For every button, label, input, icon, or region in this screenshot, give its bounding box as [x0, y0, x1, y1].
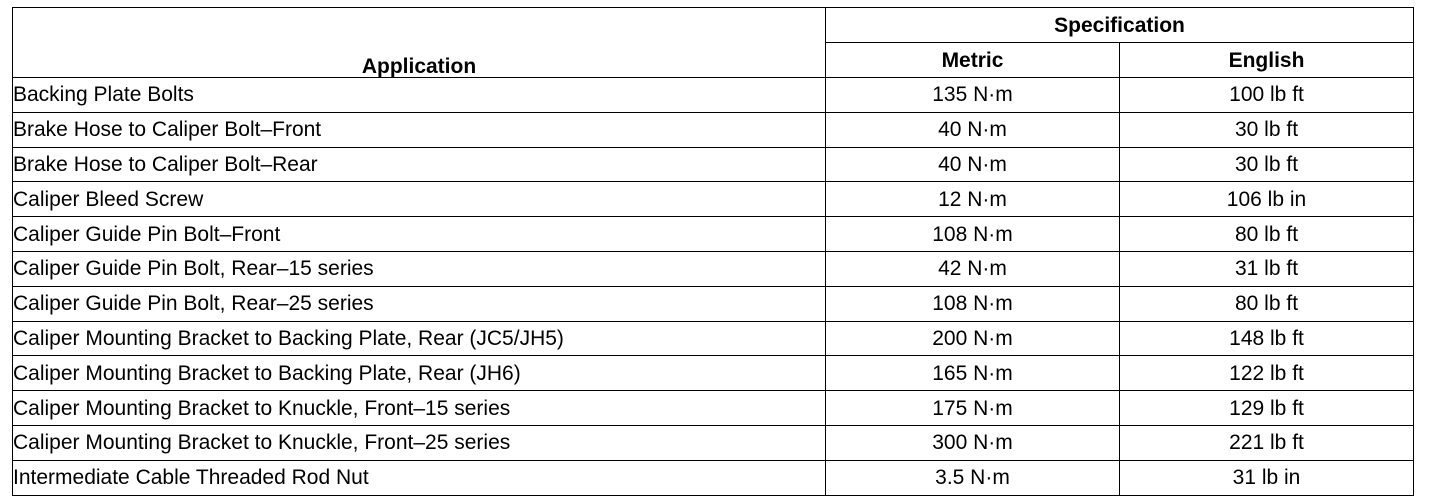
english-cell: 221 lb ft	[1120, 425, 1414, 460]
english-cell: 80 lb ft	[1120, 286, 1414, 321]
table-row	[13, 286, 1414, 321]
table-row	[13, 217, 1414, 252]
application-cell: Caliper Mounting Bracket to Knuckle, Front–15 series	[13, 391, 826, 426]
header-english: English	[1120, 43, 1414, 78]
metric-cell: 165 N·m	[826, 356, 1120, 391]
table-row	[13, 425, 1414, 460]
application-cell: Caliper Guide Pin Bolt, Rear–25 series	[13, 286, 826, 321]
application-cell: Caliper Guide Pin Bolt–Front	[13, 217, 826, 252]
application-cell: Brake Hose to Caliper Bolt–Front	[13, 112, 826, 147]
metric-cell: 300 N·m	[826, 425, 1120, 460]
metric-cell: 135 N·m	[826, 78, 1120, 113]
metric-cell: 175 N·m	[826, 391, 1120, 426]
application-cell: Backing Plate Bolts	[13, 78, 826, 113]
metric-cell: 3.5 N·m	[826, 460, 1120, 495]
metric-cell: 42 N·m	[826, 251, 1120, 286]
application-cell: Caliper Mounting Bracket to Backing Plate, Rear (JH6)	[13, 356, 826, 391]
metric-cell: 40 N·m	[826, 147, 1120, 182]
application-cell: Intermediate Cable Threaded Rod Nut	[13, 460, 826, 495]
table-row	[13, 356, 1414, 391]
table-header	[13, 8, 1414, 78]
application-cell: Caliper Guide Pin Bolt, Rear–15 series	[13, 251, 826, 286]
table-row	[13, 182, 1414, 217]
english-cell: 129 lb ft	[1120, 391, 1414, 426]
english-cell: 31 lb ft	[1120, 251, 1414, 286]
metric-cell: 12 N·m	[826, 182, 1120, 217]
table-row	[13, 251, 1414, 286]
english-cell: 148 lb ft	[1120, 321, 1414, 356]
application-cell: Caliper Mounting Bracket to Knuckle, Front–25 series	[13, 425, 826, 460]
header-metric: Metric	[826, 43, 1120, 78]
table-row	[13, 460, 1414, 495]
english-cell: 80 lb ft	[1120, 217, 1414, 252]
application-cell: Caliper Bleed Screw	[13, 182, 826, 217]
table-row	[13, 321, 1414, 356]
metric-cell: 200 N·m	[826, 321, 1120, 356]
header-specification: Specification	[826, 8, 1414, 43]
english-cell: 30 lb ft	[1120, 112, 1414, 147]
table-row	[13, 112, 1414, 147]
english-cell: 106 lb in	[1120, 182, 1414, 217]
header-row-top	[13, 8, 1414, 43]
metric-cell: 108 N·m	[826, 217, 1120, 252]
metric-cell: 108 N·m	[826, 286, 1120, 321]
application-cell: Caliper Mounting Bracket to Backing Plate, Rear (JC5/JH5)	[13, 321, 826, 356]
fastener-specification-table	[12, 7, 1414, 496]
table-row	[13, 147, 1414, 182]
english-cell: 31 lb in	[1120, 460, 1414, 495]
metric-cell: 40 N·m	[826, 112, 1120, 147]
table-row	[13, 78, 1414, 113]
english-cell: 30 lb ft	[1120, 147, 1414, 182]
header-application: Application	[13, 8, 826, 78]
application-cell: Brake Hose to Caliper Bolt–Rear	[13, 147, 826, 182]
english-cell: 100 lb ft	[1120, 78, 1414, 113]
table-body	[13, 78, 1414, 496]
table-row	[13, 391, 1414, 426]
english-cell: 122 lb ft	[1120, 356, 1414, 391]
